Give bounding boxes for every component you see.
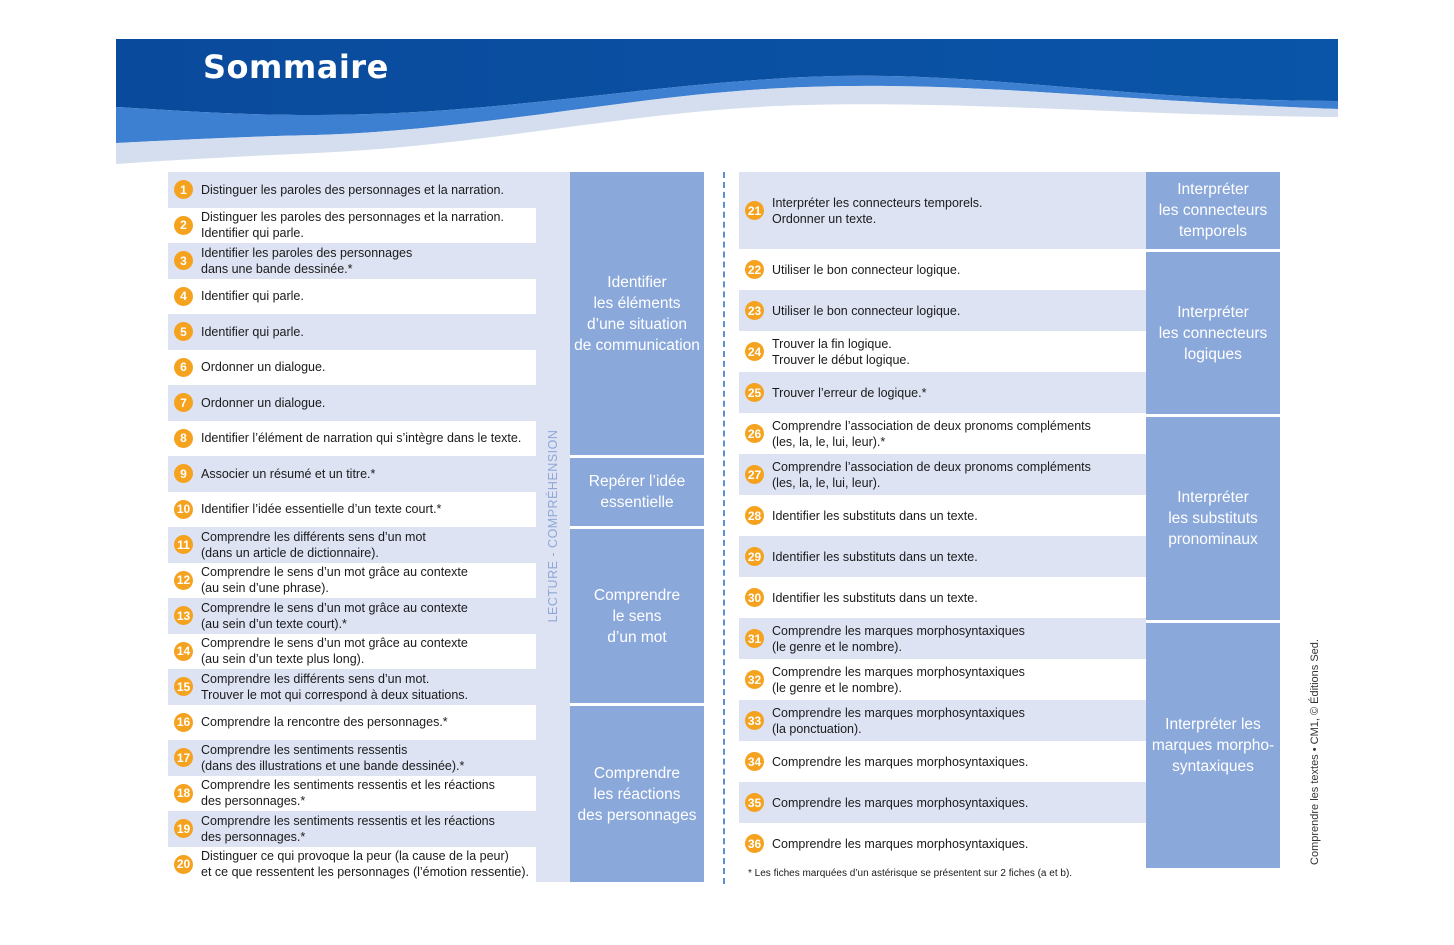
summary-item	[168, 350, 536, 386]
summary-item	[168, 208, 536, 244]
item-number-badge: 30	[745, 588, 764, 607]
summary-item	[739, 331, 1146, 372]
summary-item	[739, 700, 1146, 741]
item-text: Comprendre le sens d’un mot grâce au contexte (au sein d’un texte plus long).	[201, 636, 468, 667]
summary-item	[168, 385, 536, 421]
column-separator	[723, 172, 725, 884]
item-number-badge: 6	[174, 358, 193, 377]
left-category: Identifier les éléments d’une situation de communication	[570, 172, 704, 455]
item-text: Identifier les substituts dans un texte.	[772, 590, 978, 605]
left-category: Comprendre les réactions des personnages	[570, 706, 704, 882]
summary-item	[168, 421, 536, 457]
left-category: Comprendre le sens d’un mot	[570, 529, 704, 703]
item-number-badge: 36	[745, 834, 764, 853]
item-number-badge: 20	[174, 855, 193, 874]
summary-item	[168, 634, 536, 670]
item-number-badge: 24	[745, 342, 764, 361]
item-number-badge: 4	[174, 287, 193, 306]
summary-item	[739, 823, 1146, 864]
item-text: Comprendre l’association de deux pronoms compléments (les, la, le, lui, leur).*	[772, 418, 1091, 449]
item-number-badge: 7	[174, 393, 193, 412]
summary-item	[739, 618, 1146, 659]
item-text: Comprendre les différents sens d’un mot (dans un article de dictionnaire).	[201, 529, 426, 560]
item-text: Distinguer les paroles des personnages et la narration.	[201, 182, 504, 197]
item-number-badge: 31	[745, 629, 764, 648]
item-number-badge: 11	[174, 535, 193, 554]
item-number-badge: 27	[745, 465, 764, 484]
left-item-list	[168, 172, 536, 882]
item-text: Identifier l’élément de narration qui s’intègre dans le texte.	[201, 431, 522, 446]
right-category: Interpréter les marques morpho- syntaxiques	[1146, 623, 1280, 868]
item-number-badge: 8	[174, 429, 193, 448]
item-text: Identifier les substituts dans un texte.	[772, 508, 978, 523]
summary-item	[168, 456, 536, 492]
summary-item	[739, 413, 1146, 454]
item-number-badge: 16	[174, 713, 193, 732]
summary-item	[739, 290, 1146, 331]
item-number-badge: 18	[174, 784, 193, 803]
item-text: Interpréter les connecteurs temporels. Ordonner un texte.	[772, 195, 983, 226]
summary-item	[739, 249, 1146, 290]
summary-item	[168, 669, 536, 705]
item-text: Utiliser le bon connecteur logique.	[772, 262, 961, 277]
item-text: Associer un résumé et un titre.*	[201, 466, 376, 481]
item-text: Comprendre les marques morphosyntaxiques (le genre et le nombre).	[772, 623, 1025, 654]
item-number-badge: 17	[174, 748, 193, 767]
summary-item	[739, 536, 1146, 577]
summary-item	[168, 172, 536, 208]
item-text: Distinguer les paroles des personnages et la narration. Identifier qui parle.	[201, 210, 504, 241]
item-text: Trouver la fin logique. Trouver le début logique.	[772, 336, 910, 367]
item-text: Identifier les paroles des personnages dans une bande dessinée.*	[201, 245, 413, 276]
summary-item	[739, 454, 1146, 495]
item-number-badge: 23	[745, 301, 764, 320]
summary-item	[168, 705, 536, 741]
item-number-badge: 28	[745, 506, 764, 525]
summary-item	[168, 279, 536, 315]
item-text: Comprendre les sentiments ressentis et les réactions des personnages.*	[201, 813, 495, 844]
item-number-badge: 15	[174, 677, 193, 696]
item-text: Comprendre le sens d’un mot grâce au contexte (au sein d’un texte court).*	[201, 600, 468, 631]
item-text: Comprendre les marques morphosyntaxiques (le genre et le nombre).	[772, 664, 1025, 695]
item-number-badge: 5	[174, 322, 193, 341]
summary-item	[168, 243, 536, 279]
item-number-badge: 1	[174, 180, 193, 199]
item-text: Comprendre les marques morphosyntaxiques.	[772, 754, 1029, 769]
item-text: Comprendre les sentiments ressentis (dans des illustrations et une bande dessinée).*	[201, 742, 465, 773]
item-text: Ordonner un dialogue.	[201, 395, 326, 410]
item-text: Identifier qui parle.	[201, 289, 304, 304]
item-number-badge: 12	[174, 571, 193, 590]
summary-item	[739, 495, 1146, 536]
item-number-badge: 33	[745, 711, 764, 730]
item-number-badge: 25	[745, 383, 764, 402]
item-text: Comprendre le sens d’un mot grâce au contexte (au sein d’une phrase).	[201, 565, 468, 596]
right-category: Interpréter les connecteurs temporels	[1146, 172, 1280, 249]
item-text: Comprendre les marques morphosyntaxiques (la ponctuation).	[772, 705, 1025, 736]
item-number-badge: 14	[174, 642, 193, 661]
summary-item	[739, 372, 1146, 413]
item-number-badge: 22	[745, 260, 764, 279]
item-number-badge: 26	[745, 424, 764, 443]
item-text: Comprendre l’association de deux pronoms compléments (les, la, le, lui, leur).	[772, 459, 1091, 490]
item-text: Comprendre les marques morphosyntaxiques.	[772, 836, 1029, 851]
summary-item	[739, 659, 1146, 700]
right-category: Interpréter les substituts pronominaux	[1146, 417, 1280, 620]
summary-item	[739, 577, 1146, 618]
item-number-badge: 34	[745, 752, 764, 771]
item-text: Comprendre les marques morphosyntaxiques.	[772, 795, 1029, 810]
item-number-badge: 10	[174, 500, 193, 519]
summary-item	[168, 847, 536, 883]
summary-item	[168, 527, 536, 563]
item-text: Utiliser le bon connecteur logique.	[772, 303, 961, 318]
summary-item	[168, 563, 536, 599]
summary-item	[168, 811, 536, 847]
item-number-badge: 19	[174, 819, 193, 838]
item-number-badge: 3	[174, 251, 193, 270]
page-title: Sommaire	[203, 48, 389, 86]
item-text: Comprendre les différents sens d’un mot. Trouver le mot qui correspond à deux situations.	[201, 671, 469, 702]
right-item-list	[739, 172, 1146, 864]
item-text: Distinguer ce qui provoque la peur (la cause de la peur) et ce que ressentent les personnages (l’émotion ressentie).	[201, 849, 529, 880]
item-number-badge: 35	[745, 793, 764, 812]
right-category: Interpréter les connecteurs logiques	[1146, 252, 1280, 414]
item-number-badge: 9	[174, 464, 193, 483]
summary-item	[168, 598, 536, 634]
item-number-badge: 2	[174, 216, 193, 235]
summary-item	[739, 741, 1146, 782]
summary-item	[739, 172, 1146, 249]
item-text: Identifier les substituts dans un texte.	[772, 549, 978, 564]
summary-item	[168, 740, 536, 776]
left-category: Repérer l’idée essentielle	[570, 458, 704, 526]
item-text: Trouver l’erreur de logique.*	[772, 385, 927, 400]
item-number-badge: 32	[745, 670, 764, 689]
item-text: Identifier l’idée essentielle d’un texte court.*	[201, 502, 442, 517]
item-number-badge: 21	[745, 201, 764, 220]
item-number-badge: 13	[174, 606, 193, 625]
summary-item	[739, 782, 1146, 823]
copyright-credit: Comprendre les textes • CM1, © Éditions Sed.	[1309, 639, 1321, 865]
item-text: Ordonner un dialogue.	[201, 360, 326, 375]
item-text: Identifier qui parle.	[201, 324, 304, 339]
footnote: * Les fiches marquées d’un astérisque se présentent sur 2 fiches (a et b).	[748, 868, 1073, 879]
summary-item	[168, 776, 536, 812]
item-text: Comprendre la rencontre des personnages.*	[201, 715, 448, 730]
item-text: Comprendre les sentiments ressentis et les réactions des personnages.*	[201, 778, 495, 809]
summary-item	[168, 492, 536, 528]
summary-item	[168, 314, 536, 350]
item-number-badge: 29	[745, 547, 764, 566]
side-section-label: LECTURE - COMPRÉHENSION	[546, 429, 560, 623]
